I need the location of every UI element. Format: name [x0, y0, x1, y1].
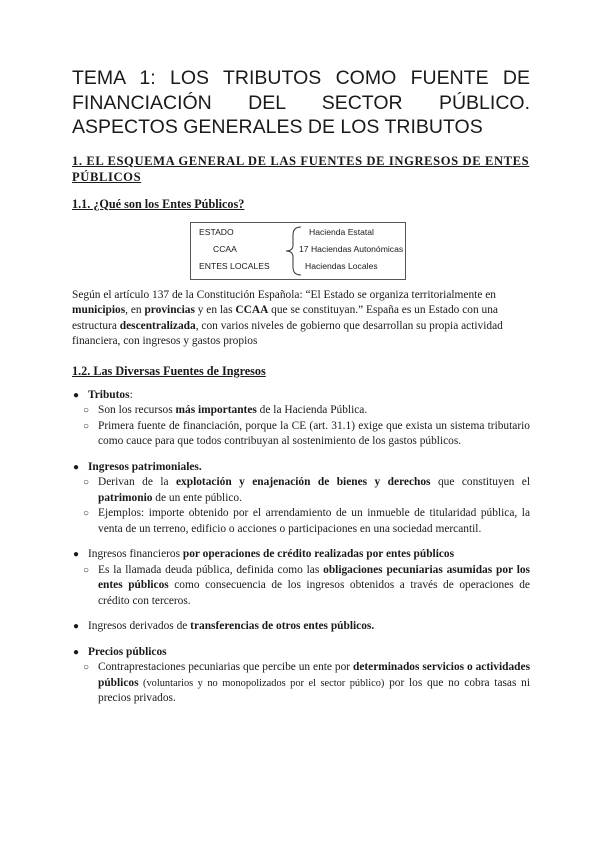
item-text: de un ente público.	[152, 491, 242, 504]
circle-bullet-icon: ○	[83, 477, 90, 488]
sub-list	[72, 563, 530, 610]
title-line-3: ASPECTOS GENERALES DE LOS TRIBUTOS	[72, 116, 483, 138]
bullet-icon: ●	[73, 389, 80, 401]
income-sources-list	[72, 388, 530, 707]
title-line-2: FINANCIACIÓN DEL SECTOR PÚBLICO.	[72, 91, 530, 114]
item-text: Contraprestaciones pecuniarias que percibe un ente por	[98, 661, 353, 673]
bold-provincias: provincias	[144, 304, 195, 316]
item-label: Ingresos financieros	[88, 548, 183, 560]
item-text: (voluntarios y no monopolizados por el sector público)	[138, 677, 385, 689]
bold-descentralizada: descentralizada	[119, 319, 196, 332]
paragraph-text: que se constituyan.” España es un Estado con una estructura	[72, 304, 498, 332]
list-item-transferencias	[72, 619, 530, 635]
item-text: Primera fuente de financiación, porque la CE (art. 31.1) exige que exista un sistema tributario como cauce para que todos contribuyan al sostenimiento de los gastos públicos.	[98, 419, 530, 447]
item-text: que constituyen el	[430, 476, 530, 488]
subsection-heading-1-2: 1.2. Las Diversas Fuentes de Ingresos	[72, 363, 266, 378]
list-item-tributos	[72, 388, 530, 450]
list-item	[72, 419, 530, 450]
item-bold: obligaciones pecuniarias asumidas por los entes públicos	[98, 563, 530, 591]
circle-bullet-icon: ○	[83, 405, 90, 416]
paragraph-text: , con varios niveles de gobierno que desarrollan su propia actividad financiera, con ingresos y gastos propios	[72, 319, 503, 347]
circle-bullet-icon: ○	[83, 662, 90, 673]
circle-bullet-icon: ○	[83, 508, 90, 519]
bullet-icon: ●	[73, 621, 80, 632]
bullet-icon: ●	[73, 461, 80, 473]
spacer	[72, 635, 530, 645]
bold-municipios: municipios	[72, 304, 126, 316]
page-title	[72, 66, 530, 140]
item-text: como consecuencia de los ingresos obtenidos a través de operaciones de crédito con terceros.	[98, 579, 530, 607]
bold-ccaa: CCAA	[235, 304, 269, 316]
item-bold: determinados servicios o actividades públicos	[98, 661, 530, 689]
scheme-right-locales: Haciendas Locales	[305, 260, 378, 271]
document-page	[72, 66, 530, 707]
spacer	[72, 450, 530, 460]
list-item-financieros	[72, 547, 530, 609]
circle-bullet-icon: ○	[83, 420, 90, 432]
item-colon: :	[129, 388, 133, 401]
list-item	[72, 403, 530, 419]
bullet-icon: ●	[73, 549, 80, 560]
list-item-precios	[72, 645, 530, 707]
entes-scheme-box	[190, 222, 406, 280]
item-text: por los que no cobra tasas ni precios privados.	[98, 676, 530, 704]
spacer	[72, 609, 530, 619]
circle-bullet-icon: ○	[83, 564, 90, 576]
item-bold: patrimonio	[98, 491, 153, 504]
spacer	[72, 537, 530, 547]
list-item-patrimoniales	[72, 460, 530, 538]
list-item	[72, 563, 530, 610]
item-bold: por operaciones de crédito realizadas por entes públicos	[182, 548, 455, 560]
bullet-icon: ●	[73, 646, 80, 658]
item-text: Derivan de la	[98, 476, 176, 488]
item-label: Ingresos patrimoniales.	[88, 460, 202, 473]
scheme-right-autonomicas: 17 Haciendas Autonómicas	[299, 243, 404, 254]
sub-list	[72, 403, 530, 450]
item-text: Son los recursos	[98, 404, 176, 416]
scheme-left-entes-locales: ENTES LOCALES	[199, 260, 270, 271]
scheme-right-estatal: Hacienda Estatal	[309, 226, 374, 237]
title-line-1: TEMA 1: LOS TRIBUTOS COMO FUENTE DE	[72, 67, 530, 89]
item-text: Es la llamada deuda pública, definida como las	[98, 563, 324, 576]
item-text: Ejemplos: importe obtenido por el arrendamiento de un inmueble de titularidad pública, la venta de un terreno, edificio o acciones o participaciones en una sociedad mercantil.	[98, 507, 530, 535]
constitution-paragraph	[72, 288, 530, 350]
scheme-left-ccaa: CCAA	[213, 243, 237, 254]
scheme-left-estado: ESTADO	[199, 226, 234, 237]
item-bold: explotación y enajenación de bienes y derechos	[175, 476, 431, 488]
paragraph-text: Según el artículo 137 de la Constitución Española: “El Estado se organiza territorialmente en	[72, 288, 496, 301]
paragraph-text: y en las	[194, 304, 236, 316]
item-label: Ingresos derivados de	[88, 620, 191, 632]
item-label: Precios públicos	[88, 645, 167, 658]
sub-list	[72, 660, 530, 707]
list-item	[72, 475, 530, 506]
item-bold: más importantes	[175, 404, 257, 416]
list-item	[72, 660, 530, 707]
item-text: de la Hacienda Pública.	[256, 404, 368, 416]
item-bold: transferencias de otros entes públicos.	[190, 620, 375, 632]
paragraph-text: , en	[125, 304, 145, 316]
list-item	[72, 506, 530, 537]
sub-list	[72, 475, 530, 537]
section-heading-1: 1. EL ESQUEMA GENERAL DE LAS FUENTES DE INGRESOS DE ENTES PÚBLICOS	[72, 153, 530, 184]
item-label: Tributos	[88, 388, 130, 401]
subsection-heading-1-1: 1.1. ¿Qué son los Entes Públicos?	[72, 196, 245, 211]
